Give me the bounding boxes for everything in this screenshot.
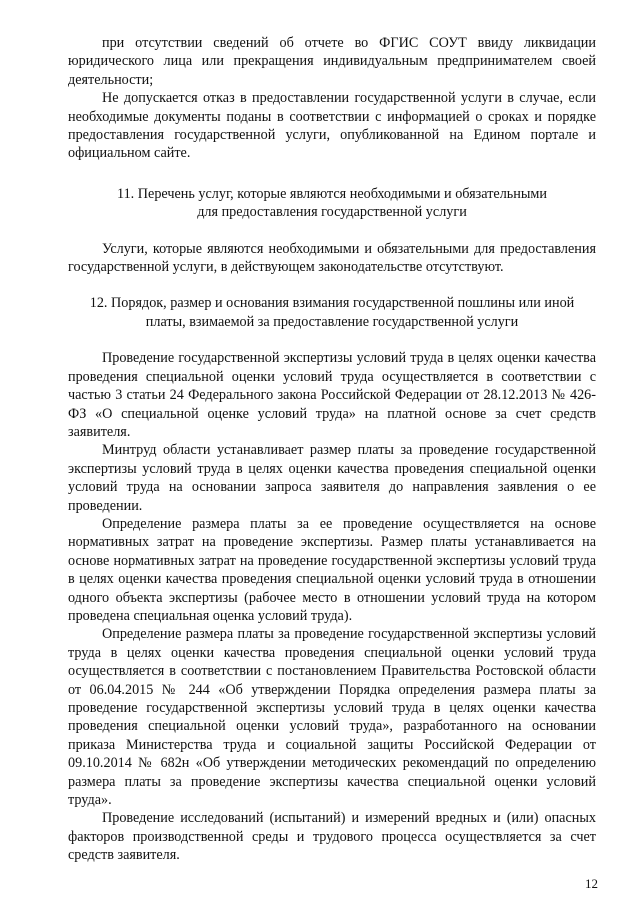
section-11-heading-line1: 11. Перечень услуг, которые являются необходимыми и обязательными [117,185,547,202]
section-12-heading [68,294,596,331]
section-12-paragraph-fee-determination: Определение размера платы за ее проведение осуществляется на основе нормативных затрат на проведение экспертизы. Размер платы устанавливается на основе нормативных затрат на проведение государственной экспертизы условий труда в целях оценки качества проведения специальной оценки условий труда в отношении одного объекта экспертизы (рабочее место в отношении условий труда на котором проведена специальная оценка условий труда). [68,515,596,624]
section-12-paragraph-expertise-basis: Проведение государственной экспертизы условий труда в целях оценки качества проведения специальной оценки условий труда осуществляется в соответствии с частью 3 статьи 24 Федерального закона Российской Федерации от 28.12.2013 № 426-ФЗ «О специальной оценке условий труда» на платной основе за счет средств заявителя. [68,350,596,440]
paragraph-liquidation: при отсутствии сведений об отчете во ФГИС СОУТ ввиду ликвидации юридического лица или прекращения индивидуальным предпринимателем своей деятельности; [68,35,596,88]
section-11-heading-line2: для предоставления государственной услуги [197,204,467,221]
section-12-heading-line2: платы, взимаемой за предоставление государственной услуги [145,313,519,330]
section-11-heading [68,185,596,222]
section-12-heading-line1: 12. Порядок, размер и основания взимания государственной пошлины или иной [89,295,575,312]
paragraph-refusal-not-allowed: Не допускается отказ в предоставлении государственной услуги в случае, если необходимые документы поданы в соответствии с информацией о сроках и порядке предоставления государственной услуги, опубликованной на Едином портале и официальном сайте. [68,90,596,162]
document-page [68,34,596,865]
section-11-text: Услуги, которые являются необходимыми и обязательными для предоставления государственной услуги, в действующем законодательстве отсутствуют. [68,240,596,276]
page-number: 12 [585,876,598,891]
section-12-paragraph-measurements: Проведение исследований (испытаний) и измерений вредных и (или) опасных факторов производственной среды и трудового процесса осуществляется за счет средств заявителя. [68,810,596,864]
section-12-paragraph-regulation: Определение размера платы за проведение государственной экспертизы условий труда в целях оценки качества проведения специальной оценки условий труда осуществляется в соответствии с постановлением Правительства Ростовской области от 06.04.2015 № 244 «Об утверждении Порядка определения размера платы за проведение государственной экспертизы условий труда в целях оценки качества проведения специальной оценки условий труда», разработанного на основании приказа Министерства труда и социальной защиты Российской Федерации от 09.10.2014 № 682н «Об утверждении методических рекомендаций по определению размера платы за проведение экспертизы качества специальной оценки условий труда». [68,626,596,809]
section-12-paragraph-mintrud-fee: Минтруд области устанавливает размер платы за проведение государственной экспертизы условий труда в целях оценки качества проведения специальной оценки условий труда на основании запроса заявителя до направления заявления о ее проведении. [68,442,596,514]
